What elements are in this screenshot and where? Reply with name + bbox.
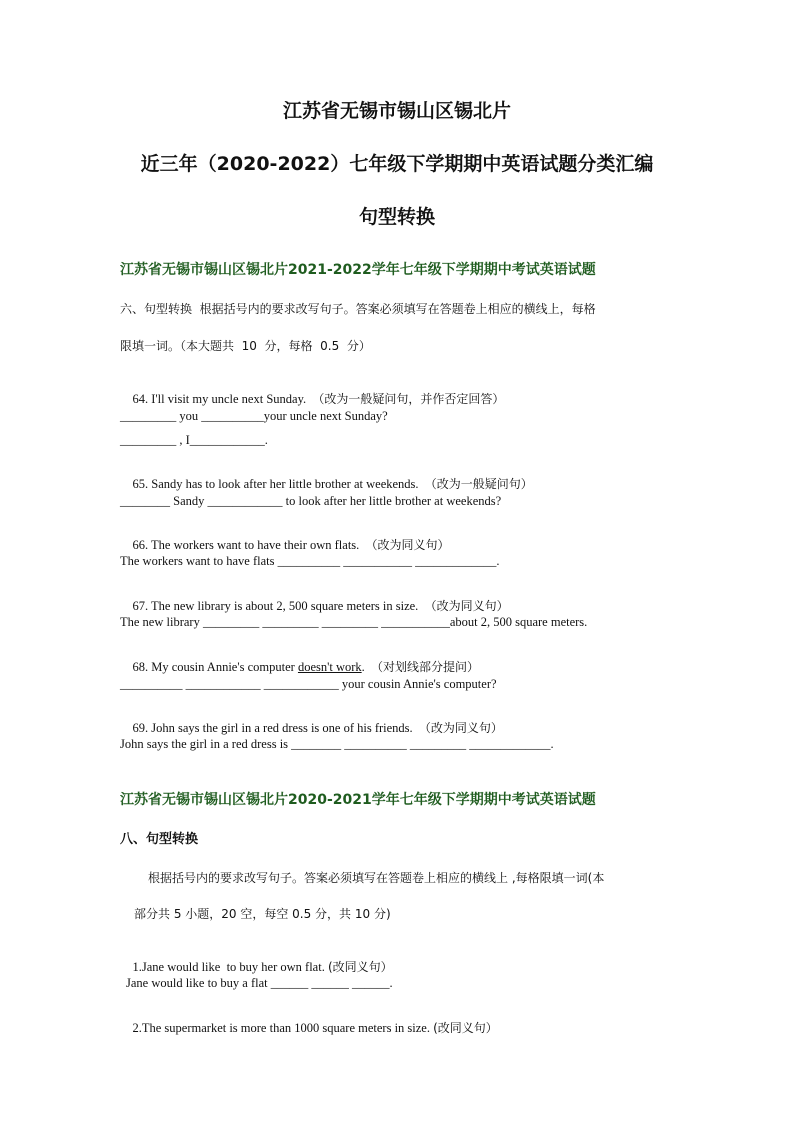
question-66-answer-1: The workers want to have flats __________ ___________ _____________.: [120, 554, 500, 568]
question-65-text: 65. Sandy has to look after her little brother at weekends.: [132, 477, 419, 491]
question-64-answer-1: _________ you __________your uncle next Sunday?: [120, 409, 388, 423]
question-68-answer-1: __________ ____________ ____________ your cousin Annie's computer?: [120, 677, 497, 691]
section2-question-1-text: 1.Jane would like to buy her own flat.: [132, 960, 325, 974]
title-line-3: 句型转换: [358, 206, 435, 228]
question-67-text: 67. The new library is about 2, 500 square meters in size.: [132, 599, 419, 613]
section2-question-2-text: 2.The supermarket is more than 1000 square meters in size.: [132, 1021, 430, 1035]
question-65-note: （改为一般疑问句）: [424, 477, 533, 491]
section1-heading: 江苏省无锡市锡山区锡北片2021-2022学年七年级下学期期中考试英语试题: [120, 262, 596, 278]
question-69-note: （改为同义句）: [418, 721, 503, 735]
section2-heading: 江苏省无锡市锡山区锡北片2020-2021学年七年级下学期期中考试英语试题: [120, 792, 596, 808]
section2-instruction-2: 部分共 5 小题，20 空，每空 0.5 分，共 10 分): [134, 907, 391, 921]
question-68-underlined: doesn't work: [297, 660, 362, 674]
question-66-text: 66. The workers want to have their own flats.: [132, 538, 360, 552]
section2-question-2: [120, 1004, 498, 1052]
question-64-note: （改为一般疑问句，并作否定回答）: [312, 392, 505, 406]
section1-instruction-2: 限填一词。（本大题共 10 分，每格 0.5 分）: [120, 339, 371, 353]
section1-instruction-1: 六、句型转换 根据括号内的要求改写句子。答案必须填写在答题卷上相应的横线上，每格: [120, 302, 596, 316]
section2-question-1-answer: Jane would like to buy a flat ______ ______ ______.: [126, 976, 393, 990]
question-67-note: （改为同义句）: [424, 599, 509, 613]
question-68-period: .: [361, 660, 365, 674]
question-66-note: （改为同义句）: [365, 538, 450, 552]
question-68-note: （对划线部分提问）: [371, 660, 480, 674]
title-line-2: 近三年（2020-2022）七年级下学期期中英语试题分类汇编: [140, 153, 654, 175]
section2-subheading: 八、句型转换: [120, 832, 199, 847]
question-69-answer-1: John says the girl in a red dress is ________ __________ _________ _____________.: [120, 737, 554, 751]
question-67-answer-1: The new library _________ _________ _________ ___________about 2, 500 square meters.: [120, 615, 588, 629]
title-line-1: 江苏省无锡市锡山区锡北片: [282, 100, 511, 122]
section2-question-1-note: (改同义句）: [327, 960, 393, 974]
section2-question-2-note: (改同义句）: [433, 1021, 498, 1035]
question-65-answer-1: ________ Sandy ____________ to look after her little brother at weekends?: [120, 494, 502, 508]
section2-instruction-1: 根据括号内的要求改写句子。答案必须填写在答题卷上相应的横线上 ,每格限填一词(本: [148, 871, 605, 885]
question-69-text: 69. John says the girl in a red dress is one of his friends.: [132, 721, 413, 735]
question-64-text: 64. I'll visit my uncle next Sunday.: [132, 392, 307, 406]
question-64-answer-2: _________ , I____________.: [120, 433, 268, 447]
question-68-text: 68. My cousin Annie's computer: [132, 660, 298, 674]
